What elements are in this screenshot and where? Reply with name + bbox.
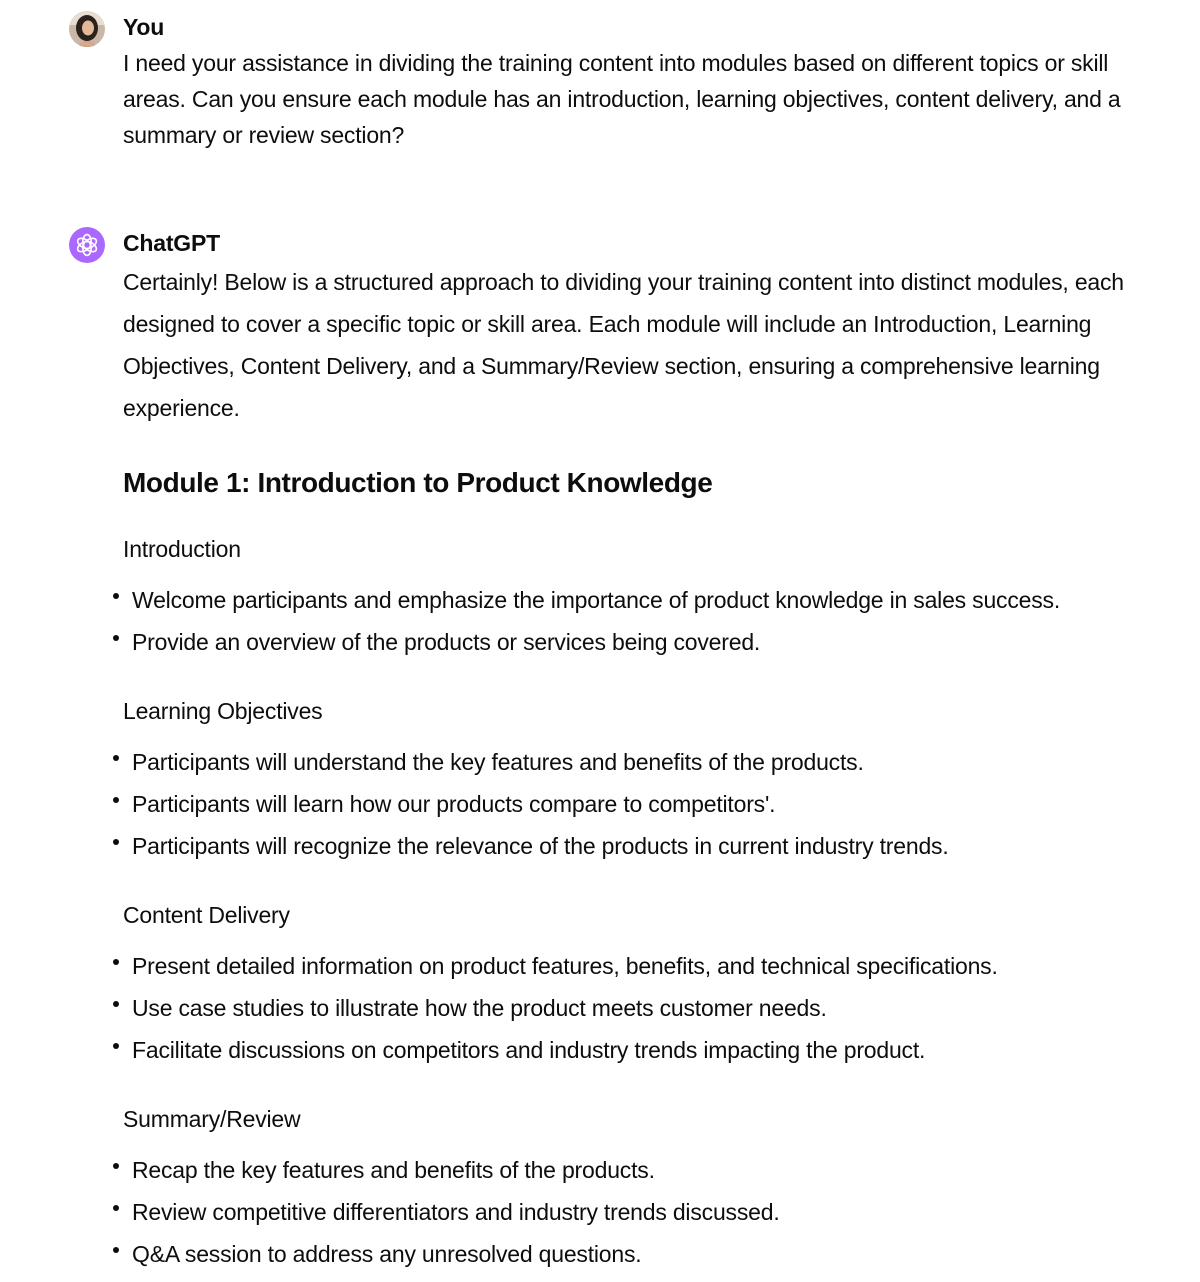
bullet-icon	[113, 1205, 119, 1211]
user-author-name: You	[123, 14, 165, 40]
section-heading-introduction: Introduction	[123, 536, 241, 562]
bullet-icon	[113, 1001, 119, 1007]
assistant-author-name: ChatGPT	[123, 230, 220, 256]
section-heading-content-delivery: Content Delivery	[123, 902, 290, 928]
section-heading-summary-review: Summary/Review	[123, 1106, 301, 1132]
bullet-icon	[113, 839, 119, 845]
bullet-icon	[113, 1043, 119, 1049]
assistant-avatar	[69, 227, 105, 263]
user-photo-avatar-icon	[69, 11, 105, 47]
bullet-icon	[113, 593, 119, 599]
bullet-icon	[113, 755, 119, 761]
module-title: Module 1: Introduction to Product Knowledge	[123, 467, 713, 498]
section-heading-learning-objectives: Learning Objectives	[123, 698, 323, 724]
assistant-intro-text: Certainly! Below is a structured approach to dividing your training content into distinct modules, each designed to cover a specific topic or skill area. Each module will include an Introduction, Learning Objectives, Content Delivery, and a Summary/Review section, ensuring a comprehensive learning experience.	[123, 269, 1124, 421]
user-message-text: I need your assistance in dividing the training content into modules based on different topics or skill areas. Can you ensure each module has an introduction, learning objectives, content delivery, and a summary or review section?	[123, 50, 1121, 148]
user-avatar	[69, 11, 105, 47]
bullet-icon	[113, 635, 119, 641]
bullet-icon	[113, 797, 119, 803]
openai-logo-icon	[69, 227, 105, 263]
bullet-icon	[113, 959, 119, 965]
bullet-icon	[113, 1247, 119, 1253]
bullet-icon	[113, 1163, 119, 1169]
